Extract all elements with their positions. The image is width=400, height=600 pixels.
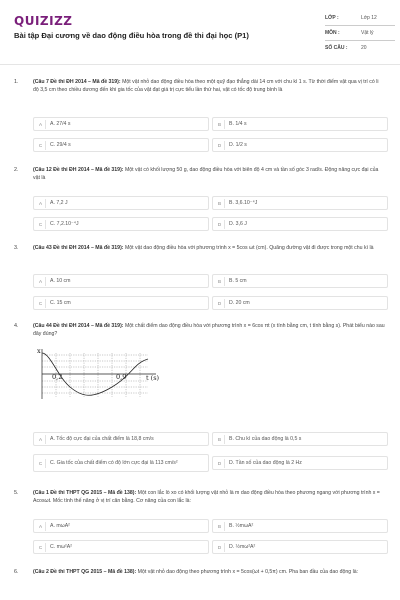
option-letter: D [215,141,225,150]
question-text [33,323,385,338]
question-source: (Câu 7 Đề thi ĐH 2014 – Mã đề 319): [33,79,121,85]
answer-option-c[interactable] [33,217,209,231]
question-number: 2. [14,167,19,173]
meta-label: LỚP : [325,15,339,21]
option-letter: C [36,220,46,229]
question-body: Một con lắc lò xo có khối lượng vật nhỏ là m dao động điều hòa theo phương ngang với phương trình x = Acosωt. Mốc tính thế năng ở vị trí cân bằng. Cơ năng của con lắc là: [33,490,380,504]
answer-option-d[interactable] [212,217,388,231]
meta-label: SỐ CÂU : [325,45,348,51]
answer-option-a[interactable] [33,196,209,210]
option-letter: C [36,299,46,308]
option-letter: A [36,120,46,129]
option-letter: B [215,120,225,129]
option-letter: D [215,459,225,468]
answer-option-a[interactable] [33,274,209,288]
meta-value: Vật lý [361,30,374,36]
option-text: C. 29/4 s [50,141,71,148]
quizizz-logo: QUIZIZZ [14,14,73,28]
question-body: Một vật dao động điều hòa với phương trình x = 5cos ωt (cm). Quãng đường vật đi được trong một chu kì là [123,245,374,251]
answer-option-a[interactable] [33,432,209,446]
answer-option-c[interactable] [33,138,209,152]
option-letter: B [215,522,225,531]
answer-option-a[interactable] [33,117,209,131]
question-source: (Câu 43 Đề thi ĐH 2014 – Mã đề 319): [33,245,124,251]
question-number: 5. [14,490,19,496]
worksheet-title: Bài tập Đại cương về dao động điều hòa trong đề thi đại học (P1) [14,31,249,40]
question-text [33,569,385,577]
answer-option-b[interactable] [212,519,388,533]
answer-option-d[interactable] [212,540,388,554]
question-number: 6. [14,569,19,575]
answer-option-c[interactable] [33,540,209,554]
header-divider [0,64,400,65]
option-text: D. Tần số của dao động là 2 Hz [229,459,302,466]
answer-option-a[interactable] [33,519,209,533]
option-letter: B [215,199,225,208]
question-number: 1. [14,79,19,85]
option-letter: D [215,543,225,552]
answer-option-c[interactable] [33,296,209,310]
option-text: B. 3,6.10⁻⁴J [229,199,258,206]
answer-option-b[interactable] [212,432,388,446]
option-text: A. 10 cm [50,277,71,284]
option-text: D. 20 cm [229,299,250,306]
answer-option-b[interactable] [212,274,388,288]
worksheet-meta [325,11,395,55]
option-text: B. ½mωA² [229,522,254,529]
option-text: A. mωA² [50,522,70,529]
option-letter: C [36,543,46,552]
option-text: B. 5 cm [229,277,247,284]
graph-x-label: t (s) [146,374,160,382]
question-number: 3. [14,245,19,251]
option-text: C. 15 cm [50,299,71,306]
meta-class [325,11,395,26]
option-letter: C [36,459,46,468]
option-letter: A [36,277,46,286]
answer-option-b[interactable] [212,117,388,131]
option-letter: C [36,141,46,150]
question-text [33,245,385,253]
option-letter: A [36,199,46,208]
graph-y-label: x [37,347,41,355]
question-source: (Câu 1 Đề thi THPT QG 2015 – Mã đề 138): [33,490,137,496]
option-letter: A [36,522,46,531]
option-text: C. 7,2.10⁻⁴J [50,220,79,227]
option-text: A. 7,2 J [50,199,68,206]
option-letter: B [215,435,225,444]
oscillation-graph [36,347,176,407]
option-text: B. 1/4 s [229,120,247,127]
answer-option-d[interactable] [212,456,388,470]
answer-option-d[interactable] [212,296,388,310]
option-text: D. 1/2 s [229,141,247,148]
answer-option-b[interactable] [212,196,388,210]
option-text: B. Chu kì của dao động là 0,5 s [229,435,302,442]
graph-tick-label: 0,2 [52,373,63,381]
worksheet-header [0,0,400,64]
question-body: Một vật nhỏ dao động theo phương trình x = 5cos(ωt + 0,5π) cm. Pha ban đầu của dao động là: [136,569,359,575]
question-text [33,167,385,182]
meta-value: 20 [361,45,367,51]
option-text: A. Tốc độ cực đại của chất điểm là 18,8 cm/s [50,435,154,442]
answer-option-c[interactable] [33,454,209,472]
option-text: D. ½mω²A² [229,543,256,550]
question-number: 4. [14,323,19,329]
question-text [33,490,385,505]
question-body: Một chất điểm dao động điều hòa với phương trình x = 6cos πt (x tính bằng cm, t tính bằng s). Phát biểu nào sau đây đúng? [33,323,385,337]
option-letter: D [215,220,225,229]
question-source: (Câu 12 Đề thi ĐH 2014 – Mã đề 319): [33,167,124,173]
meta-question-count [325,41,395,55]
option-text: C. mω²A² [50,543,72,550]
option-letter: D [215,299,225,308]
question-source: (Câu 2 Đề thi THPT QG 2015 – Mã đề 138): [33,569,137,575]
meta-value: Lớp 12 [361,15,377,21]
question-body: Một vật nhỏ dao động điều hòa theo một quỹ đạo thẳng dài 14 cm với chu kì 1 s. Từ thời điểm vật qua vị trí có li độ 3,5 cm theo chiều dương đến khi gia tốc của vật đạt giá trị cực tiểu lần thứ hai, vật có tốc độ trung bình là [33,79,379,93]
question-body: Một vật có khối lượng 50 g, dao động điều hòa với biên độ 4 cm và tần số góc 3 rad/s. Động năng cực đại của vật là [33,167,379,181]
graph-tick-label: 0,9 [116,373,127,381]
meta-subject [325,26,395,41]
question-source: (Câu 44 Đề thi ĐH 2014 – Mã đề 319): [33,323,124,329]
meta-label: MÔN : [325,30,340,36]
answer-option-d[interactable] [212,138,388,152]
option-text: C. Gia tốc của chất điểm có độ lớn cực đại là 113 cm/s² [50,459,178,466]
option-letter: B [215,277,225,286]
option-text: D. 3,6 J [229,220,247,227]
option-letter: A [36,435,46,444]
option-text: A. 27/4 s [50,120,71,127]
question-text [33,79,385,94]
